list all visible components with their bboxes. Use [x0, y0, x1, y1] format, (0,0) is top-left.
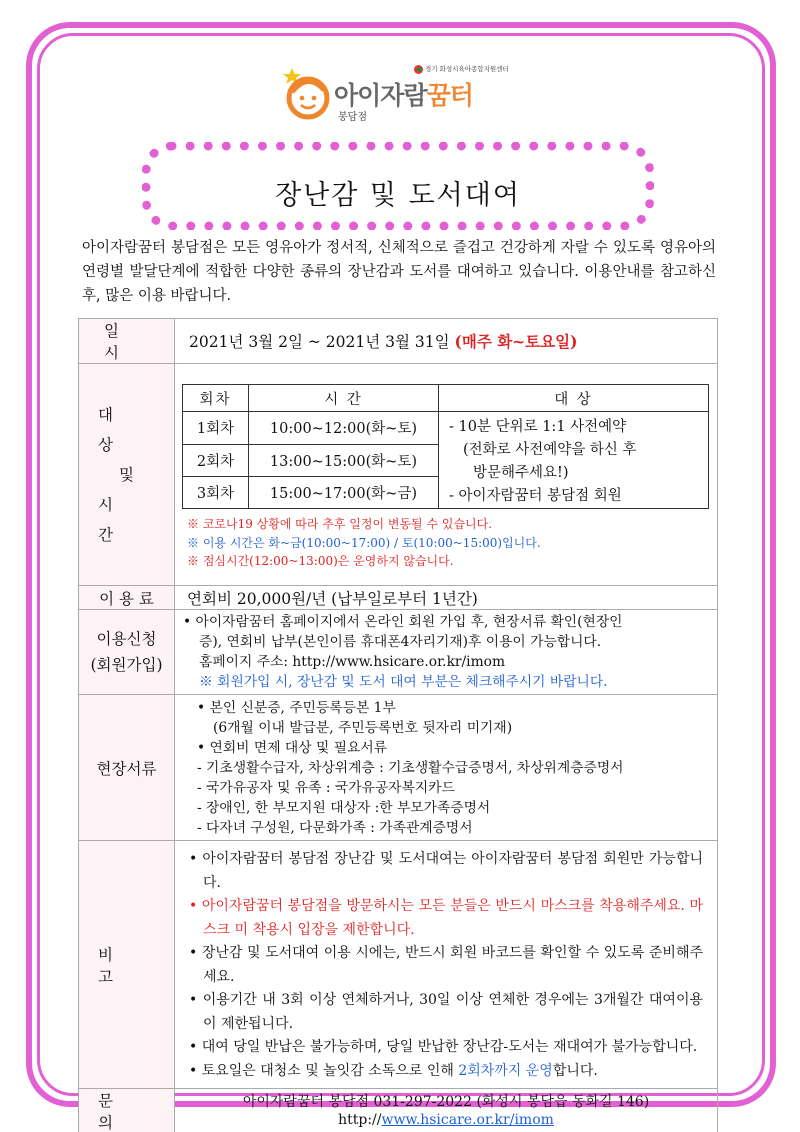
homepage-link[interactable]: www.hsicare.or.kr/imom: [381, 1112, 554, 1128]
row-contact: [79, 1089, 718, 1132]
schedule-header-target: 대 상: [439, 385, 709, 412]
contact-label: 문 의: [79, 1089, 175, 1132]
time-cell: 10:00~12:00(화~토): [249, 412, 439, 444]
join-label: 이용신청 (회원가입): [79, 610, 175, 695]
docs-label: 현장서류: [79, 695, 175, 841]
note-hours: ※ 이용 시간은 화~금(10:00~17:00) / 토(10:00~15:00)입니다.: [187, 535, 541, 550]
target-cell: - 10분 단위로 1:1 사전예약 (전화로 사전예약을 하신 후 방문해주세요!) - 아이자람꿈터 봉담점 회원: [439, 412, 709, 509]
info-table: [78, 318, 718, 1132]
logo-org-label: 경기 화성시육아종합지원센터: [414, 64, 509, 74]
schedule-table: [182, 384, 709, 509]
schedule-cell: [175, 364, 718, 586]
time-cell: 13:00~15:00(화~토): [249, 444, 439, 476]
homepage-address: 홈페이지 주소: http://www.hsicare.or.kr/imom: [199, 654, 506, 670]
contact-info: 아이자람꿈터 봉담점 031-297-2022 (화성시 봉담읍 동화길 146): [242, 1094, 650, 1110]
row-schedule: [79, 364, 718, 586]
title-box: [142, 142, 654, 230]
join-cell: • 아이자람꿈터 홈페이지에서 온라인 회원 가입 후, 현장서류 확인(현장인 증), 연회비 납부(본인이름 휴대폰4자리기재)후 이용이 가능합니다. 홈페이지 주소: http://www.hsicare.or.kr/imom ※ 회원가입 시, 장난감 및 도서 대여 부분은 체크해주시기 바랍니다.: [175, 610, 718, 695]
org-mark-icon: [414, 65, 423, 74]
session-cell: 3회차: [183, 476, 249, 508]
intro-text: 아이자람꿈터 봉담점은 모든 영유아가 정서적, 신체적으로 즐겁고 건강하게 자랄 수 있도록 영유아의 연령별 발달단계에 적합한 다양한 종류의 장난감과 도서를 대여하고 있습니다. 이용안내를 참고하신 후, 많은 이용 바랍니다.: [82, 240, 716, 304]
time-cell: 15:00~17:00(화~금): [249, 476, 439, 508]
row-fee: [79, 586, 718, 610]
docs-cell: • 본인 신분증, 주민등록등본 1부 (6개월 이내 발급분, 주민등록번호 뒷자리 미기재) • 연회비 면제 대상 및 필요서류 - 기초생활수급자, 차상위계층 : 기초생활수급증명서, 차상위계층증명서 - 국가유공자 및 유족 : 국가유공자복지카드 - 장애인, 한 부모지원 대상자 :한 부모가족증명서 - 다자녀 구성원, 다문화가족 : 가족관계증명서: [175, 695, 718, 841]
page-title: 장난감 및 도서대여: [275, 180, 521, 211]
schedule-header-session: 회차: [183, 385, 249, 412]
schedule-label: 대 상 및 시 간: [79, 364, 175, 586]
join-note: ※ 회원가입 시, 장난감 및 도서 대여 부분은 체크해주시기 바랍니다.: [199, 674, 608, 690]
note-lunch: ※ 점심시간(12:00~13:00)은 운영하지 않습니다.: [187, 554, 454, 569]
schedule-notes: [179, 515, 717, 571]
logo-face-icon: [282, 68, 334, 120]
note-covid: ※ 코로나19 상황에 따라 추후 일정이 변동될 수 있습니다.: [187, 517, 493, 532]
fee-label: 이 용 료: [79, 586, 175, 610]
date-label: 일 시: [79, 319, 175, 364]
logo-title: 아이자람꿈터: [334, 81, 473, 110]
remarks-label: 비 고: [79, 841, 175, 1089]
date-value: 2021년 3월 2일 ~ 2021년 3월 31일 (매주 화~토요일): [175, 319, 718, 364]
row-join: [79, 610, 718, 695]
logo: [282, 62, 522, 124]
row-docs: [79, 695, 718, 841]
session-cell: 1회차: [183, 412, 249, 444]
session-cell: 2회차: [183, 444, 249, 476]
remarks-cell: • 아이자람꿈터 봉담점 장난감 및 도서대여는 아이자람꿈터 봉담점 회원만 가능합니다. • 아이자람꿈터 봉담점을 방문하시는 모든 분들은 반드시 마스크를 착용해주세요. 마스크 미 착용시 입장을 제한합니다. • 장난감 및 도서대여 이용 시에는, 반드시 회원 바코드를 확인할 수 있도록 준비해주세요. • 이용기간 내 3회 이상 연체하거나, 30일 이상 연체한 경우에는 3개월간 대여이용이 제한됩니다. • 대여 당일 반납은 불가능하며, 당일 반납한 장난감-도서는 재대여가 불가능합니다. • 토요일은 대청소 및 놀잇감 소독으로 인해 2회차까지 운영합니다.: [175, 841, 718, 1089]
schedule-header-time: 시 간: [249, 385, 439, 412]
logo-branch: 봉담점: [338, 112, 367, 123]
fee-value: 연회비 20,000원/년 (납부일로부터 1년간): [175, 586, 718, 610]
contact-cell: 아이자람꿈터 봉담점 031-297-2022 (화성시 봉담읍 동화길 146) http://www.hsicare.or.kr/imom: [175, 1089, 718, 1132]
row-remarks: [79, 841, 718, 1089]
row-date: [79, 319, 718, 364]
